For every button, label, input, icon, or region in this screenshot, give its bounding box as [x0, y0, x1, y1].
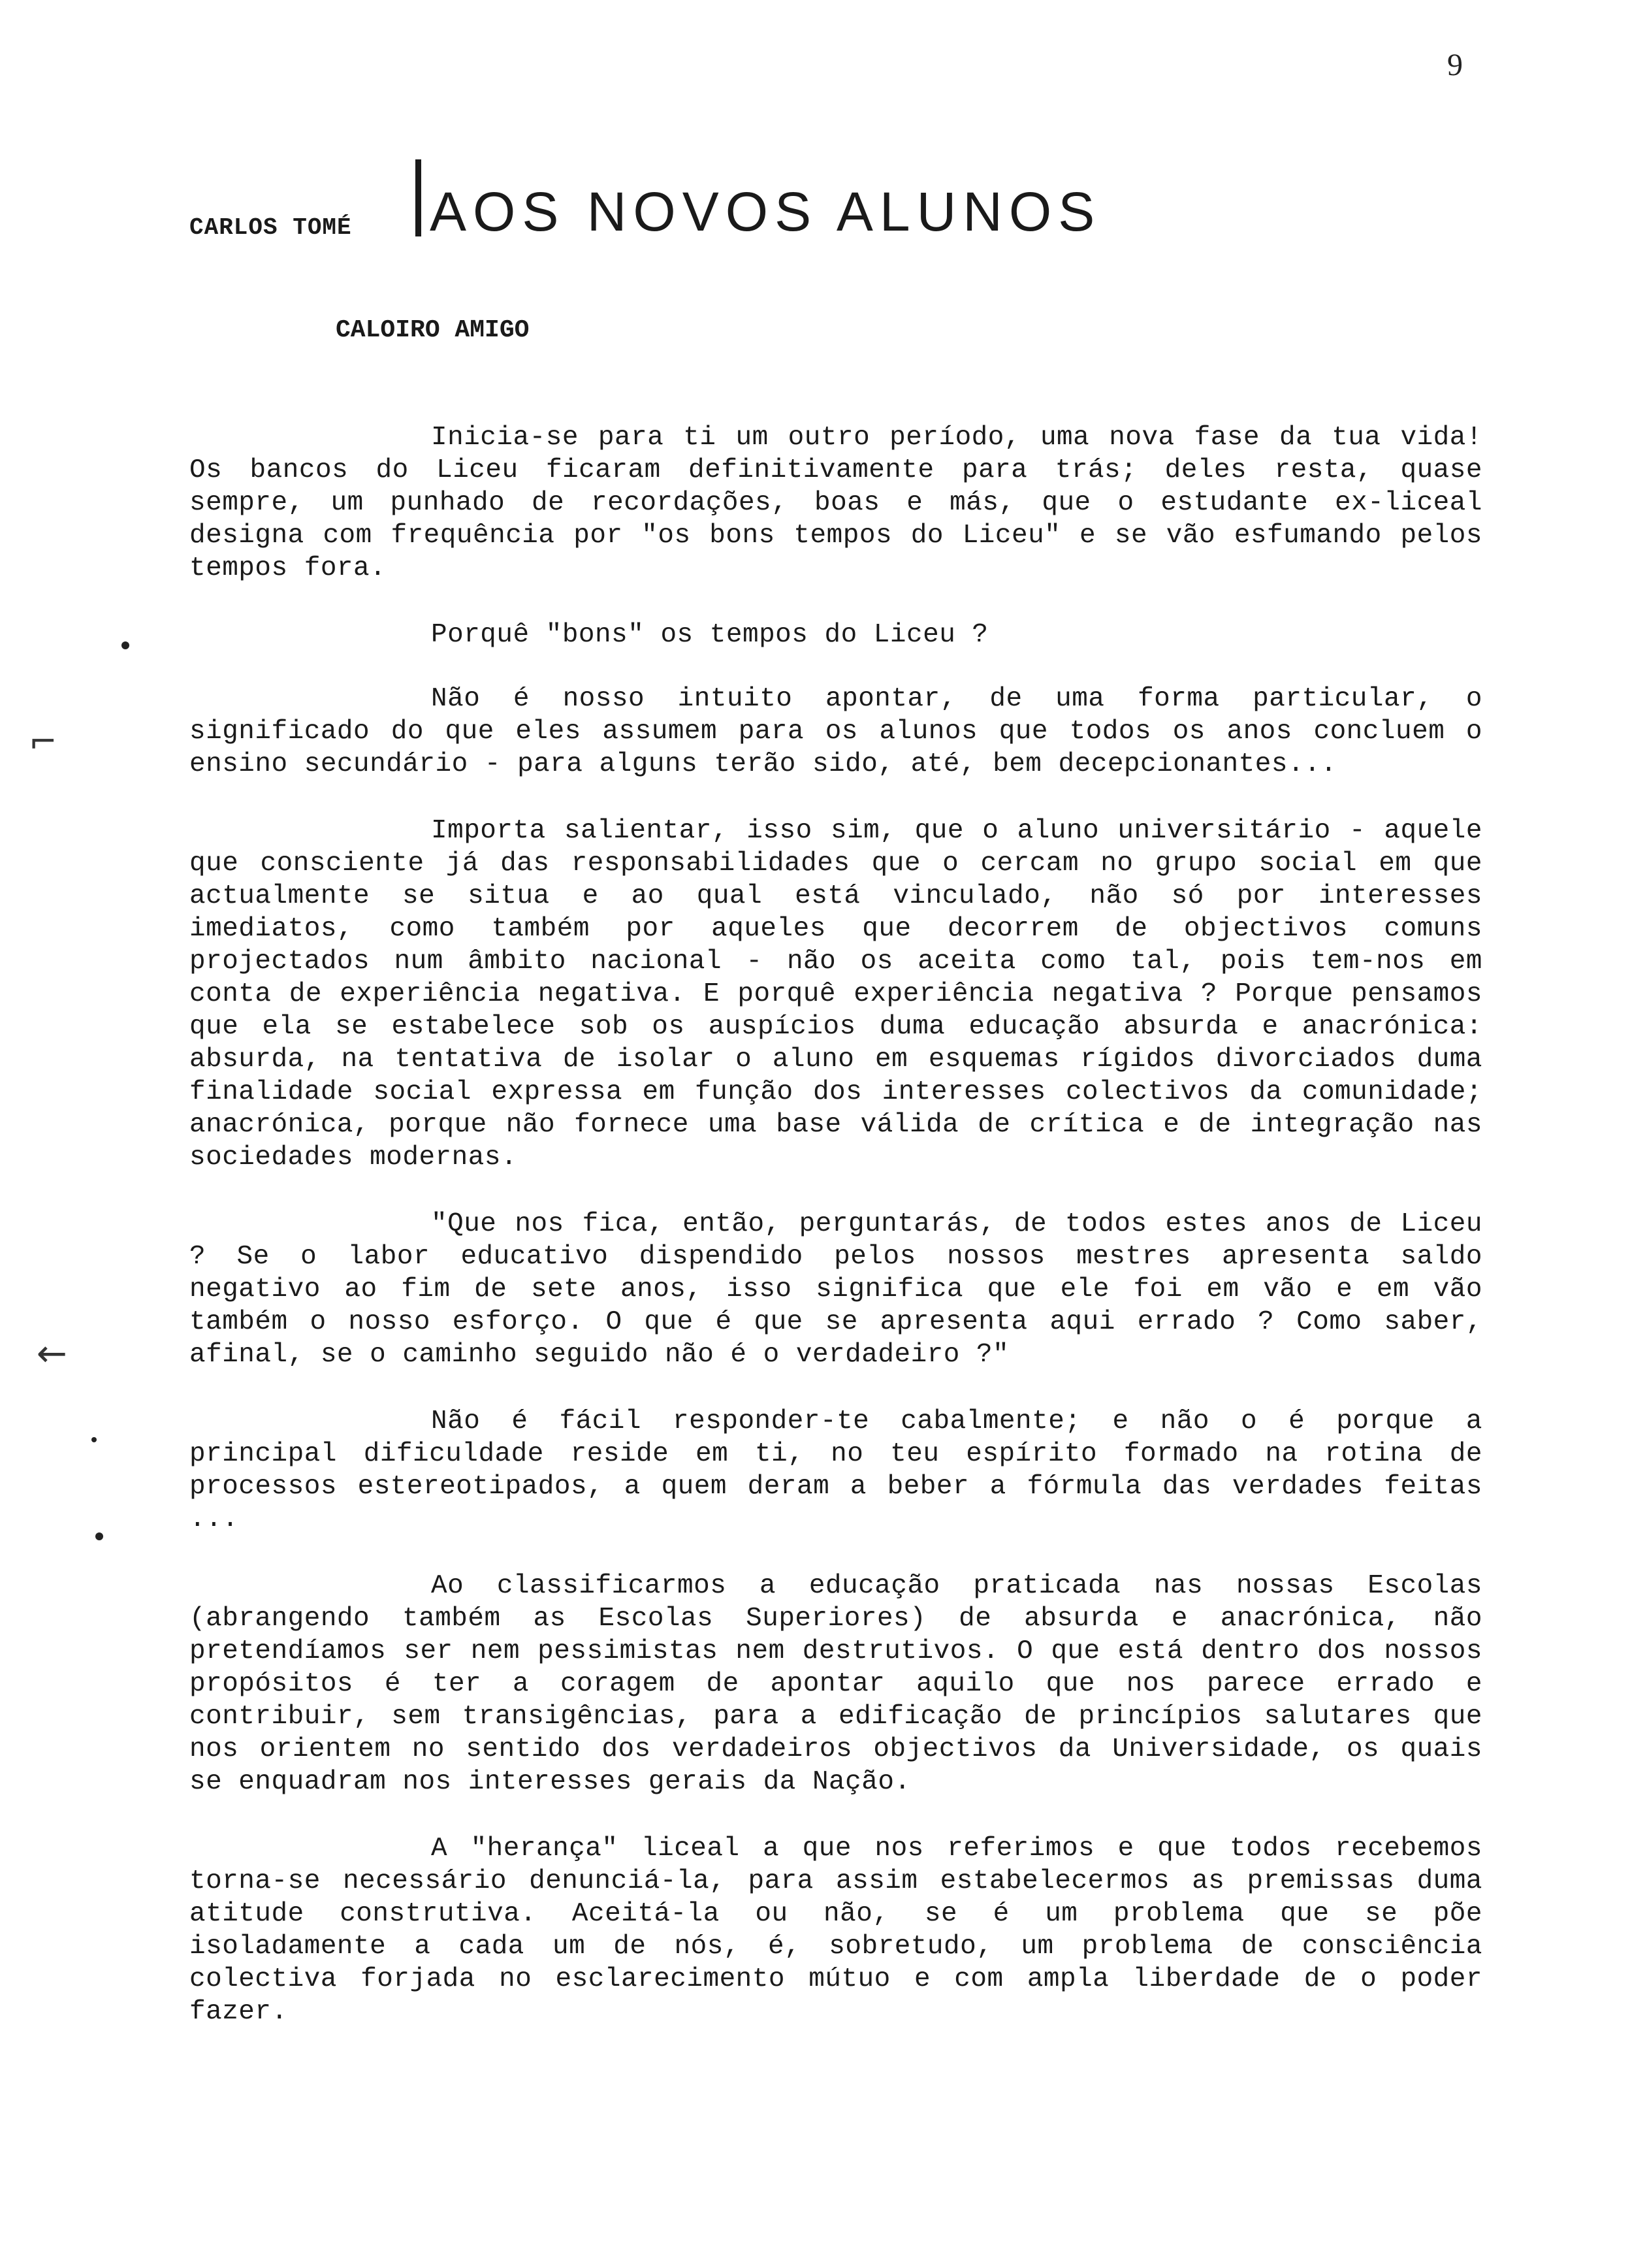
paragraph: Não é fácil responder-te cabalmente; e não o é porque a principal dificuldade reside em ti, no teu espírito formado na rotina de processos estereotipados, a quem deram a beber a fórmula das verdades feitas ...: [189, 1406, 1482, 1534]
margin-dot: [121, 641, 129, 649]
margin-scribble-icon: ⌐: [29, 722, 57, 762]
margin-dot: [95, 1532, 103, 1540]
paragraph: "Que nos fica, então, perguntarás, de todos estes anos de Liceu ? Se o labor educativo dispendido pelos nossos mestres apresenta saldo negativo ao fim de sete anos, isso significa que ele foi em vão e em vão também o nosso esforço. O que é que se apresenta aqui errado ? Como saber, afinal, se o caminho seguido não é o verdadeiro ?": [189, 1209, 1482, 1370]
page-number: 9: [1447, 48, 1463, 82]
paragraph: Porquê "bons" os tempos do Liceu ?: [431, 620, 989, 650]
paragraph: Importa salientar, isso sim, que o aluno universitário - aquele que consciente já das responsabilidades que o cercam no grupo social em que actualmente se situa e ao qual está vinculado, não só por interesses imediatos, como também por aqueles que decorrem de objectivos comuns projectados num âmbito nacional - não os aceita como tal, pois tem-nos em conta de experiência negativa. E porquê experiência negativa ? Porque pensamos que ela se estabelece sob os auspícios duma educação absurda e anacrónica: absurda, na tentativa de isolar o aluno em esquemas rígidos divorciados duma finalidade social expressa em função dos interesses colectivos da comunidade; anacrónica, porque não fornece uma base válida de crítica e de integração nas sociedades modernas.: [189, 816, 1482, 1173]
article-header: [189, 157, 1169, 255]
margin-dot: [91, 1437, 97, 1442]
paragraph: Ao classificarmos a educação praticada nas nossas Escolas (abrangendo também as Escolas Superiores) de absurda e anacrónica, não pretendíamos ser nem pessimistas nem destrutivos. O que está dentro dos nossos propósitos é ter a coragem de apontar aquilo que nos parece errado e contribuir, sem transigências, para a edificação de princípios salutares que nos orientem no sentido dos verdadeiros objectivos da Universidade, os quais se enquadram nos interesses gerais da Nação.: [189, 1571, 1482, 1797]
paragraph: A "herança" liceal a que nos referimos e que todos recebemos torna-se necessário denunciá-la, para assim estabelecermos as premissas duma atitude construtiva. Aceitá-la ou não, se é um problema que se põe isoladamente a cada um de nós, é, sobretudo, um problema de consciência colectiva forjada no esclarecimento mútuo e com ampla liberdade de o poder fazer.: [189, 1834, 1482, 2027]
author-name: CARLOS TOMÉ: [189, 214, 352, 241]
title-divider: [415, 159, 421, 236]
article-body: [189, 421, 1482, 2062]
paragraph: Não é nosso intuito apontar, de uma forma particular, o significado do que eles assumem para os alunos que todos os anos concluem o ensino secundário - para alguns terão sido, até, bem decepcionantes...: [189, 684, 1482, 779]
paragraph: Inicia-se para ti um outro período, uma nova fase da tua vida! Os bancos do Liceu ficaram definitivamente para trás; deles resta, quase sempre, um punhado de recordações, boas e más, que o estudante ex-liceal designa com frequência por "os bons tempos do Liceu" e se vão esfumando pelos tempos fora.: [189, 423, 1482, 583]
margin-arrow-icon: ←: [37, 1333, 67, 1375]
article-title: AOS NOVOS ALUNOS: [430, 181, 1102, 242]
article-subtitle: CALOIRO AMIGO: [336, 316, 530, 344]
